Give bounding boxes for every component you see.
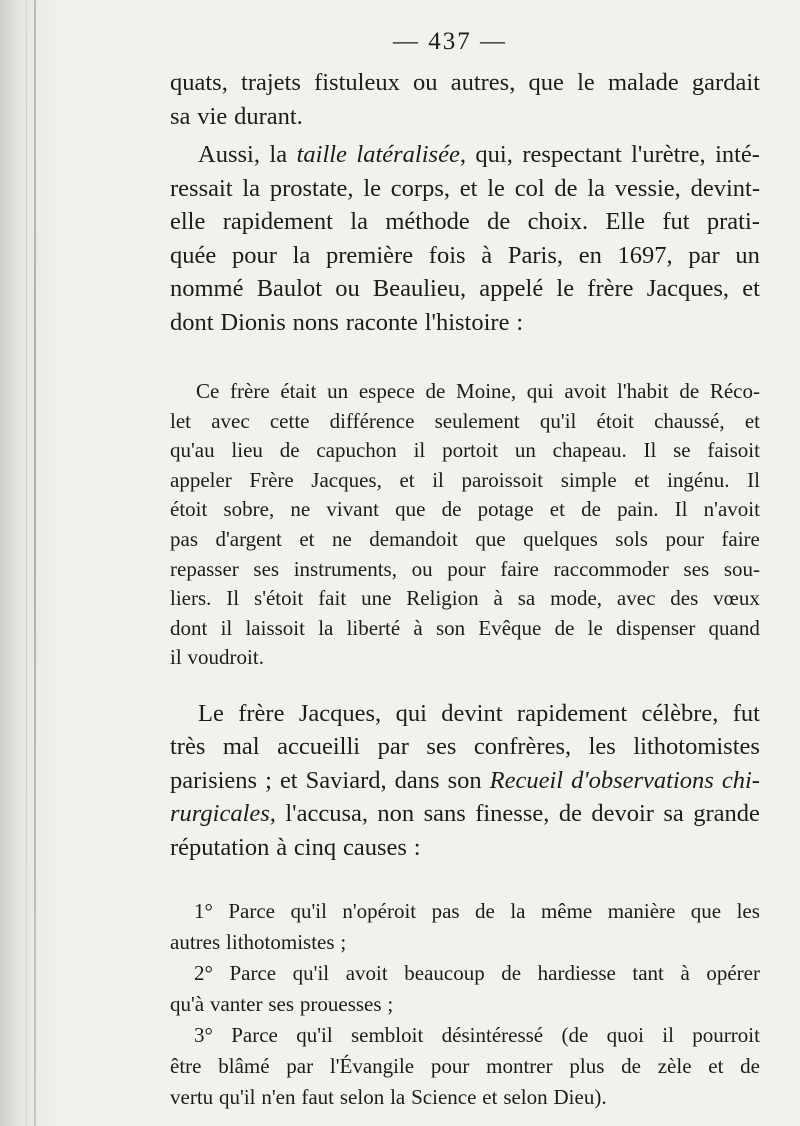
text-line: très mal accueilli par ses confrères, les lithotomistes — [170, 733, 760, 761]
text-line: autres lithotomistes ; — [170, 930, 347, 954]
binding-gutter-line — [34, 0, 36, 1126]
text-line: réputation à cinq causes : — [170, 833, 421, 861]
text-line: dont il laissoit la liberté à son Evêque de le dispenser quand — [170, 615, 760, 640]
text-line: quats, trajets fistuleux ou autres, que le malade gardait — [170, 69, 760, 96]
list-item: 3° Parce qu'il sembloit désintéressé (de quoi il pourroit — [194, 1023, 760, 1047]
list-item: 1° Parce qu'il n'opéroit pas de la même manière que les — [194, 899, 760, 923]
text-line: appeler Frère Jacques, et il paroissoit simple et ingénu. Il — [170, 467, 760, 492]
dionis-quotation — [170, 377, 760, 673]
paragraph-lateralized-cut — [170, 138, 760, 339]
text-line: être blâmé par l'Évangile pour montrer plus de zèle et de — [170, 1054, 760, 1078]
text-line: vertu qu'il n'en faut selon la Science et selon Dieu). — [170, 1085, 607, 1109]
text-line: étoit sobre, ne vivant que de potage et de pain. Il n'avoit — [170, 497, 760, 522]
text-line: elle rapidement la méthode de choix. Elle fut prati- — [170, 208, 760, 235]
text-line: quée pour la première fois à Paris, en 1697, par un — [170, 241, 760, 269]
list-item: 2° Parce qu'il avoit beaucoup de hardiesse tant à opérer — [194, 961, 760, 985]
text-line: Ce frère était un espece de Moine, qui avoit l'habit de Réco- — [196, 379, 760, 403]
five-causes-list — [170, 896, 760, 1113]
text-line: liers. Il s'étoit fait une Religion à sa mode, avec des vœux — [170, 586, 760, 611]
text-line: nommé Baulot ou Beaulieu, appelé le frère Jacques, et — [170, 275, 760, 302]
text-line: dont Dionis nons raconte l'histoire : — [170, 308, 524, 336]
text-line: Le frère Jacques, qui devint rapidement célèbre, fut — [198, 700, 760, 727]
text-line: Aussi, la taille latéralisée, qui, respectant l'urètre, inté- — [198, 141, 760, 168]
text-line: repasser ses instruments, ou pour faire raccommoder ses sou- — [170, 556, 760, 581]
text-line: let avec cette différence seulement qu'il étoit chaussé, et — [170, 408, 760, 433]
text-line: parisiens ; et Saviard, dans son Recueil d'observations chi- — [170, 766, 760, 794]
text-line: il voudroit. — [170, 645, 264, 670]
page-number: — 437 — — [393, 28, 507, 55]
binding-gutter-line-faint — [26, 0, 27, 1126]
paragraph-continuation — [170, 66, 760, 133]
text-line: ressait la prostate, le corps, et le col de la vessie, devint- — [170, 174, 760, 202]
text-line: qu'au lieu de capuchon il portoit un chapeau. Il se faisoit — [170, 438, 760, 463]
text-line: qu'à vanter ses prouesses ; — [170, 992, 394, 1016]
text-line: sa vie durant. — [170, 102, 303, 130]
text-line: pas d'argent et ne demandoit que quelques sols pour faire — [170, 526, 760, 551]
text-line: rurgicales, l'accusa, non sans finesse, de devoir sa grande — [170, 800, 760, 828]
paragraph-frere-jacques — [170, 697, 760, 864]
